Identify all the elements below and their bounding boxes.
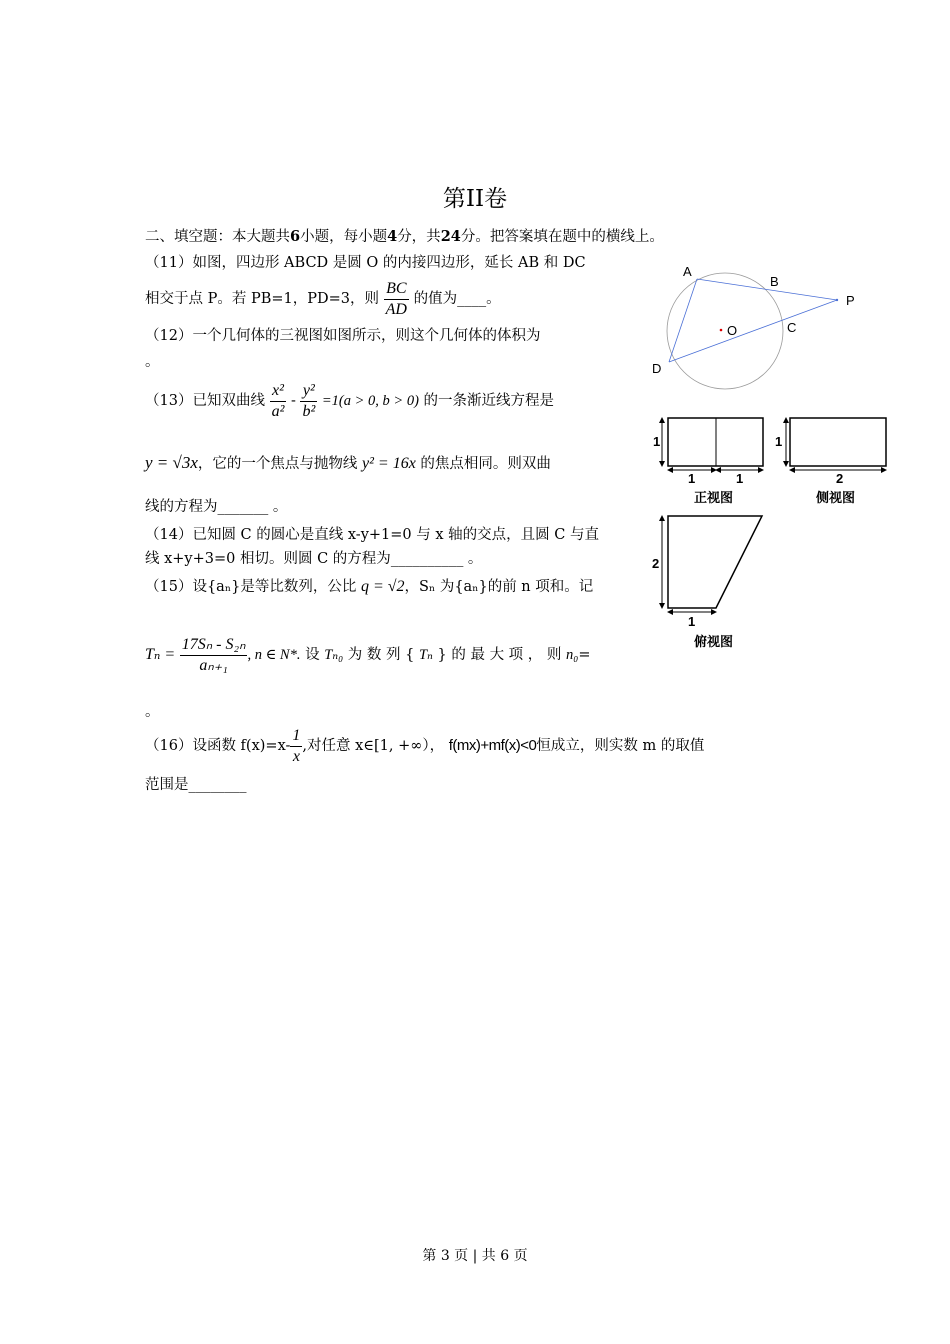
label-a: A [683,264,692,279]
q12-line2: 。 [145,354,160,370]
q15-line2: Tₙ = $\frac{\text{17Sₙ - S₂ₙ}}{\text{aₙ₊₁}}$ , n ∈ N*. 设 Tₙ₀ 为 数 列 { Tₙ } 的 最 大 项 ， 则 n₀= [145,635,591,674]
label-o: O [727,323,738,338]
front-width-1: 1 [688,471,696,486]
label-c: C [787,320,797,335]
q16-line1: （16）设函数 f(x)=x- $\frac{1}{x}$ ,对任意 x∈[1, +∞）， f(mx)+mf(x)<0恒成立，则实数 m 的取值 [145,726,705,765]
front-width-2: 1 [736,471,744,486]
q16-line2: 范围是________ [145,777,247,793]
center-dot [720,329,723,332]
top-width: 1 [688,614,696,629]
label-d: D [652,361,662,376]
q11-line1: （11）如图，四边形 ABCD 是圆 O 的内接四边形，延长 AB 和 DC [145,255,586,271]
line-dp [669,300,837,362]
three-view-figure [650,408,895,658]
circle-figure [645,255,870,405]
section-header: 二、填空题：本大题共6小题，每小题4分，共24分。把答案填在题中的横线上。 [145,228,664,245]
q11-fraction: $\frac{BC}{AD}$ [385,279,407,318]
side-height: 1 [775,434,783,449]
circle-o [667,273,783,389]
q11-line2: 相交于点 P。若 PB=1，PD=3，则 $\frac{BC}{AD}$ 的值为____。 [145,279,501,318]
top-view [652,516,762,649]
q13-line1: （13）已知双曲线 $\frac{\text{x²}}{\text{a²}}$ - $\frac{\text{y²}}{\text{b²}}$ =1(a > 0, b > 0) 的一条渐近线方程是 [145,381,555,420]
label-b: B [770,274,779,289]
q12-line1: （12）一个几何体的三视图如图所示，则这个几何体的体积为 [145,328,541,344]
side-caption: 侧视图 [816,490,856,505]
top-caption: 俯视图 [694,634,734,649]
front-height: 1 [653,434,661,449]
front-caption: 正视图 [694,490,734,505]
side-width: 2 [836,471,844,486]
q15-line3: 。 [145,704,160,720]
front-view [653,418,763,505]
q13-line3: 线的方程为_______ 。 [145,499,288,515]
q15-line1: （15）设{aₙ}是等比数列，公比 q = √2，Sₙ 为{aₙ}的前 n 项和。记 [145,578,594,595]
q14-line1: （14）已知圆 C 的圆心是直线 x-y+1=0 与 x 轴的交点，且圆 C 与直 [145,527,599,543]
page-footer: 第 3 页 | 共 6 页 [422,1248,528,1264]
label-p: P [846,293,855,308]
top-height: 2 [652,556,660,571]
side-view [775,418,886,505]
page-title: 第II卷 [442,186,508,212]
q14-line2: 线 x+y+3=0 相切。则圆 C 的方程为__________ 。 [145,551,483,567]
line-ap [697,279,837,300]
q13-line2: y = √3x，它的一个焦点与抛物线 y² = 16x 的焦点相同。则双曲 [145,453,551,472]
